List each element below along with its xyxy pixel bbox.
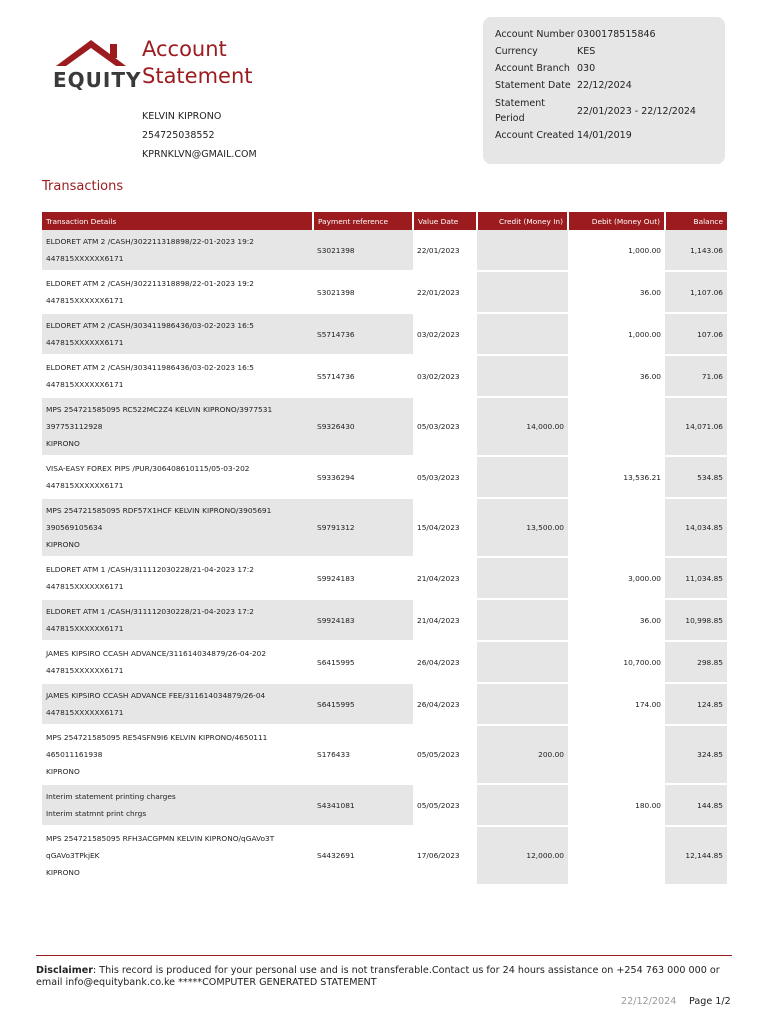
cell-debit: 1,000.00 (568, 230, 665, 271)
cell-credit (477, 355, 568, 397)
detail-line: ELDORET ATM 2 /CASH/303411986436/03-02-2023 16:5 (46, 363, 254, 372)
table-row (42, 557, 727, 599)
info-row (495, 128, 632, 143)
cell-debit: 3,000.00 (568, 557, 665, 599)
detail-line: 390569105634 (46, 523, 103, 532)
cell-date: 03/02/2023 (413, 313, 477, 355)
cell-date: 22/01/2023 (413, 271, 477, 313)
col-header-balance: Balance (665, 212, 727, 230)
cell-credit: 200.00 (477, 725, 568, 784)
cell-reference: S9336294 (313, 456, 413, 498)
cell-credit (477, 641, 568, 683)
cell-date: 17/06/2023 (413, 826, 477, 885)
cell-details (42, 683, 313, 725)
cell-balance: 534.85 (665, 456, 727, 498)
cell-reference: S3021398 (313, 271, 413, 313)
customer-name: KELVIN KIPRONO (142, 111, 222, 122)
cell-reference: S9791312 (313, 498, 413, 557)
cell-date: 15/04/2023 (413, 498, 477, 557)
table-row (42, 641, 727, 683)
cell-details (42, 826, 313, 885)
cell-reference: S5714736 (313, 313, 413, 355)
cell-balance: 14,071.06 (665, 397, 727, 456)
info-key: Account Branch (495, 63, 570, 74)
cell-balance: 14,034.85 (665, 498, 727, 557)
info-value: KES (577, 46, 596, 57)
cell-date: 22/01/2023 (413, 230, 477, 271)
detail-line: JAMES KIPSIRO CCASH ADVANCE FEE/311614034879/26-04 (46, 691, 266, 700)
cell-reference: S3021398 (313, 230, 413, 271)
table-row (42, 355, 727, 397)
cell-credit (477, 313, 568, 355)
cell-balance: 324.85 (665, 725, 727, 784)
detail-line: 447815XXXXXX6171 (46, 666, 124, 675)
table-row (42, 456, 727, 498)
cell-balance: 71.06 (665, 355, 727, 397)
cell-debit (568, 397, 665, 456)
info-key: Currency (495, 46, 538, 57)
detail-line: MPS 254721585095 RFH3ACGPMN KELVIN KIPRONO/qGAVo3T (46, 834, 275, 843)
brand-name: EQUITY (53, 68, 142, 92)
cell-debit: 13,536.21 (568, 456, 665, 498)
cell-debit: 36.00 (568, 355, 665, 397)
customer-phone: 254725038552 (142, 130, 215, 141)
detail-line: ELDORET ATM 2 /CASH/302211318898/22-01-2023 19:2 (46, 237, 254, 246)
detail-line: ELDORET ATM 2 /CASH/303411986436/03-02-2023 16:5 (46, 321, 254, 330)
cell-balance: 144.85 (665, 784, 727, 826)
disclaimer (36, 965, 736, 989)
cell-date: 05/03/2023 (413, 456, 477, 498)
transactions-body (42, 230, 727, 885)
cell-credit (477, 230, 568, 271)
cell-credit (477, 683, 568, 725)
detail-line: MPS 254721585095 RC522MC2Z4 KELVIN KIPRONO/3977531 (46, 405, 273, 414)
cell-details (42, 230, 313, 271)
cell-details (42, 725, 313, 784)
cell-reference: S4341081 (313, 784, 413, 826)
info-value: 22/12/2024 (577, 80, 632, 91)
cell-balance: 12,144.85 (665, 826, 727, 885)
cell-date: 05/05/2023 (413, 784, 477, 826)
info-row (495, 78, 632, 93)
detail-line: ELDORET ATM 2 /CASH/302211318898/22-01-2023 19:2 (46, 279, 254, 288)
cell-credit (477, 271, 568, 313)
cell-balance: 1,107.06 (665, 271, 727, 313)
footer-date: 22/12/2024 (621, 996, 677, 1007)
table-row (42, 599, 727, 641)
cell-debit: 36.00 (568, 271, 665, 313)
detail-line: qGAVo3TPkjEK (46, 851, 100, 860)
detail-line: KIPRONO (46, 540, 80, 549)
cell-reference: S9326430 (313, 397, 413, 456)
detail-line: ELDORET ATM 1 /CASH/311112030228/21-04-2023 17:2 (46, 565, 254, 574)
detail-line: 447815XXXXXX6171 (46, 624, 124, 633)
info-key: Statement Date (495, 80, 571, 91)
cell-balance: 10,998.85 (665, 599, 727, 641)
detail-line: MPS 254721585095 RDF57X1HCF KELVIN KIPRONO/3905691 (46, 506, 272, 515)
cell-debit (568, 826, 665, 885)
cell-reference: S9924183 (313, 557, 413, 599)
cell-date: 21/04/2023 (413, 599, 477, 641)
cell-date: 26/04/2023 (413, 641, 477, 683)
detail-line: 465011161938 (46, 750, 103, 759)
info-key: Account Created (495, 130, 574, 141)
info-value: 030 (577, 63, 596, 74)
info-value: 0300178515846 (577, 29, 656, 40)
detail-line: 447815XXXXXX6171 (46, 254, 124, 263)
cell-debit: 180.00 (568, 784, 665, 826)
cell-credit: 12,000.00 (477, 826, 568, 885)
detail-line: KIPRONO (46, 868, 80, 877)
detail-line: 447815XXXXXX6171 (46, 380, 124, 389)
cell-details (42, 271, 313, 313)
detail-line: 447815XXXXXX6171 (46, 481, 124, 490)
customer-details (142, 107, 257, 164)
cell-balance: 1,143.06 (665, 230, 727, 271)
cell-reference: S5714736 (313, 355, 413, 397)
cell-details (42, 498, 313, 557)
customer-email: KPRNKLVN@GMAIL.COM (142, 149, 257, 160)
detail-line: 397753112928 (46, 422, 103, 431)
detail-line: 447815XXXXXX6171 (46, 338, 124, 347)
detail-line: 447815XXXXXX6171 (46, 708, 124, 717)
cell-debit: 1,000.00 (568, 313, 665, 355)
transactions-table (42, 212, 727, 886)
table-row (42, 397, 727, 456)
cell-reference: S6415995 (313, 641, 413, 683)
cell-details (42, 456, 313, 498)
col-header-reference: Payment reference (313, 212, 413, 230)
detail-line: KIPRONO (46, 767, 80, 776)
info-key: Statement Period (495, 98, 545, 124)
cell-balance: 107.06 (665, 313, 727, 355)
cell-details (42, 784, 313, 826)
cell-reference: S176433 (313, 725, 413, 784)
cell-details (42, 313, 313, 355)
cell-date: 05/03/2023 (413, 397, 477, 456)
table-row (42, 784, 727, 826)
page-number: Page 1/2 (689, 996, 731, 1007)
col-header-date: Value Date (413, 212, 477, 230)
info-value: 14/01/2019 (577, 130, 632, 141)
disclaimer-text: : This record is produced for your personal use and is not transferable.Contact us for 24 hours assistance on +254 763 000 000 or email info@equitybank.co.ke *****COMPUTER GENERATED STATEMENT (36, 965, 720, 988)
table-row (42, 313, 727, 355)
cell-credit (477, 599, 568, 641)
page-title (142, 36, 253, 90)
cell-credit: 14,000.00 (477, 397, 568, 456)
table-header-row (42, 212, 727, 230)
table-row (42, 826, 727, 885)
table-row (42, 498, 727, 557)
col-header-debit: Debit (Money Out) (568, 212, 665, 230)
info-key: Account Number (495, 29, 575, 40)
detail-line: JAMES KIPSIRO CCASH ADVANCE/311614034879/26-04-202 (46, 649, 267, 658)
info-value: 22/01/2023 - 22/12/2024 (577, 105, 696, 117)
table-row (42, 725, 727, 784)
title-line-2: Statement (142, 64, 253, 88)
cell-credit (477, 456, 568, 498)
cell-credit: 13,500.00 (477, 498, 568, 557)
cell-date: 03/02/2023 (413, 355, 477, 397)
cell-debit: 174.00 (568, 683, 665, 725)
cell-balance: 11,034.85 (665, 557, 727, 599)
cell-debit: 10,700.00 (568, 641, 665, 683)
title-line-1: Account (142, 37, 227, 61)
cell-debit (568, 725, 665, 784)
transactions-heading: Transactions (42, 179, 124, 194)
cell-date: 21/04/2023 (413, 557, 477, 599)
cell-debit: 36.00 (568, 599, 665, 641)
cell-details (42, 397, 313, 456)
detail-line: 447815XXXXXX6171 (46, 582, 124, 591)
account-info-box (483, 17, 725, 164)
cell-reference: S6415995 (313, 683, 413, 725)
detail-line: Interim statement printing charges (46, 792, 176, 801)
detail-line: ELDORET ATM 1 /CASH/311112030228/21-04-2023 17:2 (46, 607, 254, 616)
cell-credit (477, 784, 568, 826)
detail-line: VISA-EASY FOREX PIPS /PUR/306408610115/05-03-202 (46, 464, 250, 473)
footer-divider (36, 955, 732, 956)
cell-balance: 298.85 (665, 641, 727, 683)
info-row (495, 27, 656, 42)
table-row (42, 271, 727, 313)
cell-reference: S4432691 (313, 826, 413, 885)
cell-details (42, 355, 313, 397)
cell-reference: S9924183 (313, 599, 413, 641)
cell-details (42, 641, 313, 683)
detail-line: 447815XXXXXX6171 (46, 296, 124, 305)
col-header-credit: Credit (Money In) (477, 212, 568, 230)
cell-details (42, 557, 313, 599)
table-row (42, 230, 727, 271)
info-row (495, 44, 595, 59)
cell-details (42, 599, 313, 641)
cell-credit (477, 557, 568, 599)
cell-balance: 124.85 (665, 683, 727, 725)
info-row (495, 61, 595, 76)
detail-line: KIPRONO (46, 439, 80, 448)
cell-date: 05/05/2023 (413, 725, 477, 784)
table-row (42, 683, 727, 725)
cell-date: 26/04/2023 (413, 683, 477, 725)
info-row (495, 96, 696, 126)
col-header-details: Transaction Details (42, 212, 313, 230)
detail-line: MPS 254721585095 RE54SFN9I6 KELVIN KIPRONO/4650111 (46, 733, 268, 742)
disclaimer-label: Disclaimer (36, 965, 93, 976)
detail-line: Interim statmnt print chrgs (46, 809, 147, 818)
cell-debit (568, 498, 665, 557)
